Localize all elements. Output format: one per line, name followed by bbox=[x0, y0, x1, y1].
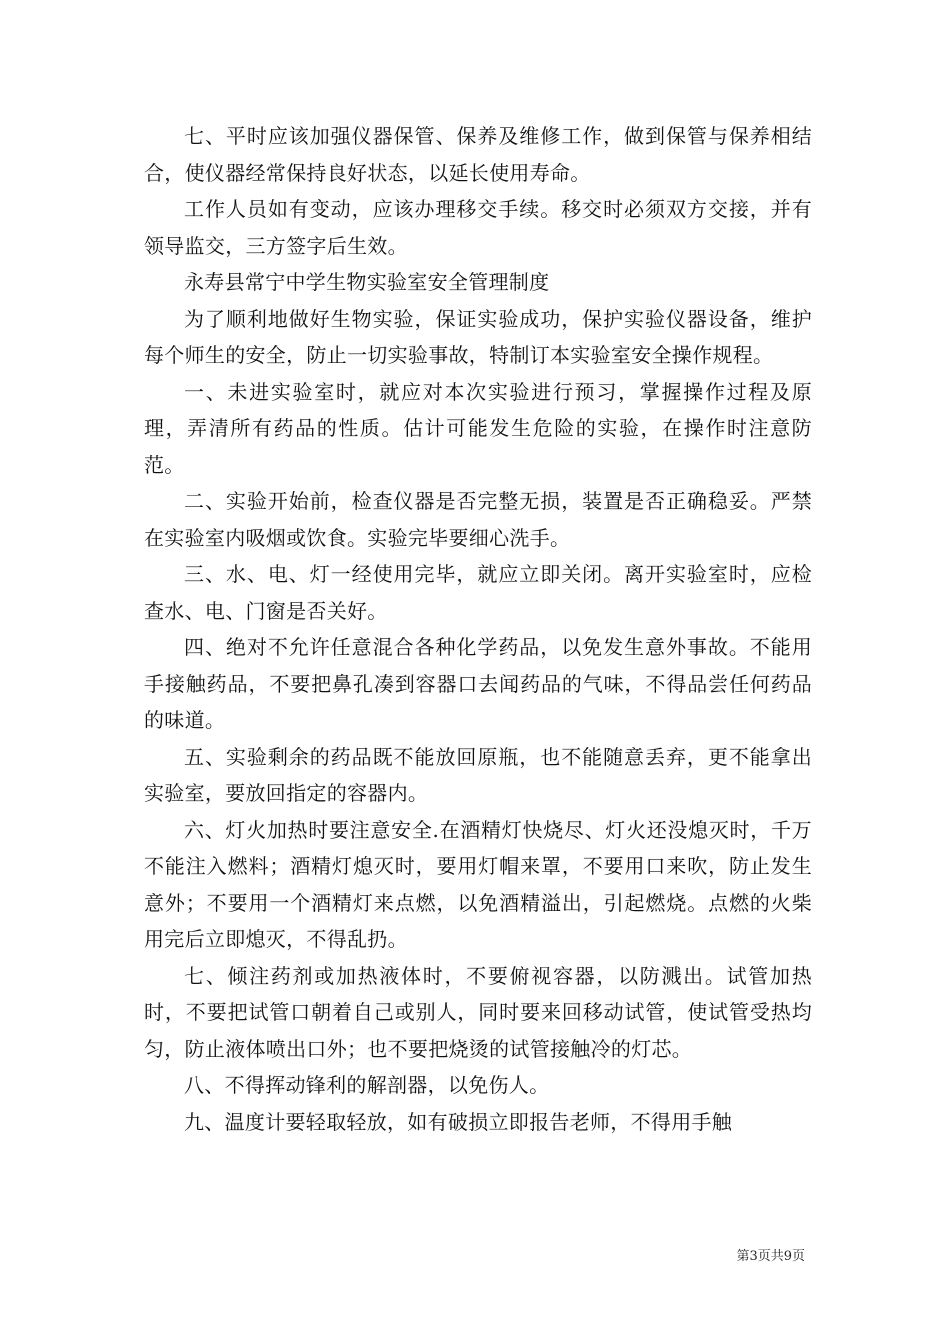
page-number: 第3页共9页 bbox=[736, 1249, 805, 1264]
paragraph-staff-handover: 工作人员如有变动，应该办理移交手续。移交时必须双方交接，并有领导监交，三方签字后生效。 bbox=[144, 197, 812, 258]
rule-7: 七、倾注药剂或加热液体时，不要俯视容器，以防溅出。试管加热时，不要把试管口朝着自己或别人，同时要来回移动试管，使试管受热均匀，防止液体喷出口外；也不要把烧烫的试管接触冷的灯芯。 bbox=[144, 963, 812, 1061]
rule-9: 九、温度计要轻取轻放，如有破损立即报告老师，不得用手触 bbox=[184, 1109, 733, 1134]
paragraph-intro: 为了顺利地做好生物实验，保证实验成功，保护实验仪器设备，维护每个师生的安全，防止一切实验事故，特制订本实验室安全操作规程。 bbox=[144, 306, 812, 367]
rule-8: 八、不得挥动锋利的解剖器，以免伤人。 bbox=[184, 1073, 550, 1097]
rule-5: 五、实验剩余的药品既不能放回原瓶，也不能随意丢弃，更不能拿出实验室，要放回指定的容器内。 bbox=[144, 744, 812, 805]
rule-6: 六、灯火加热时要注意安全.在酒精灯快烧尽、灯火还没熄灭时，千万不能注入燃料；酒精灯熄灭时，要用灯帽来罩，不要用口来吹，防止发生意外；不要用一个酒精灯来点燃，以免酒精溢出，引起燃烧。点燃的火柴用完后立即熄灭，不得乱扔。 bbox=[144, 817, 812, 951]
rule-1: 一、未进实验室时，就应对本次实验进行预习，掌握操作过程及原理，弄清所有药品的性质。估计可能发生危险的实验，在操作时注意防范。 bbox=[144, 379, 812, 477]
document-body bbox=[144, 118, 812, 1140]
rule-3: 三、水、电、灯一经使用完毕，就应立即关闭。离开实验室时，应检查水、电、门窗是否关好。 bbox=[144, 562, 812, 623]
section-title: 永寿县常宁中学生物实验室安全管理制度 bbox=[184, 270, 550, 294]
rule-2: 二、实验开始前，检查仪器是否完整无损，装置是否正确稳妥。严禁在实验室内吸烟或饮食。实验完毕要细心洗手。 bbox=[144, 489, 812, 550]
rule-4: 四、绝对不允许任意混合各种化学药品，以免发生意外事故。不能用手接触药品，不要把鼻孔凑到容器口去闻药品的气味，不得品尝任何药品的味道。 bbox=[144, 635, 812, 732]
paragraph-maintenance: 七、平时应该加强仪器保管、保养及维修工作，做到保管与保养相结合，使仪器经常保持良好状态，以延长使用寿命。 bbox=[144, 124, 812, 185]
